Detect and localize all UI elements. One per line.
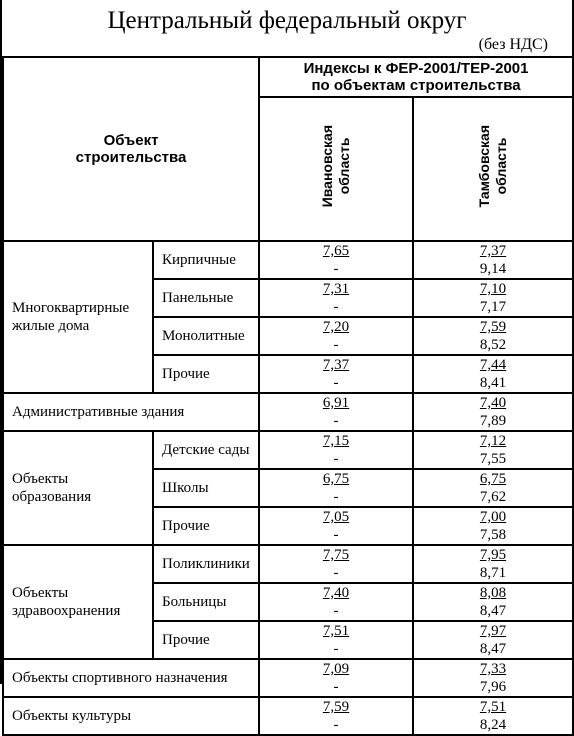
index-value: 6,91 xyxy=(322,395,350,411)
index-value: 7,95 xyxy=(479,547,507,563)
subcategory-label: Прочие xyxy=(153,355,259,393)
index-value-secondary: 8,41 xyxy=(479,375,507,391)
ivanovo-value-cell xyxy=(259,621,413,659)
index-value-secondary: - xyxy=(333,413,339,429)
table-row xyxy=(3,659,573,697)
subcategory-label: Больницы xyxy=(153,583,259,621)
index-value: 7,09 xyxy=(322,661,350,677)
table-row xyxy=(3,393,573,431)
header-indices-line-2: по объектам строительства xyxy=(311,77,521,94)
header-object-line-2: строительства xyxy=(75,149,187,166)
ivanovo-value-cell xyxy=(259,431,413,469)
index-value: 7,31 xyxy=(322,281,350,297)
group-label-line: Объекты xyxy=(12,471,69,487)
group-label-line: Многоквартирные xyxy=(12,300,130,316)
index-value-secondary: 8,47 xyxy=(479,641,507,657)
index-value: 7,20 xyxy=(322,319,350,335)
index-value-secondary: 7,96 xyxy=(479,679,507,695)
ivanovo-value-cell xyxy=(259,317,413,355)
subcategory-label: Школы xyxy=(153,469,259,507)
tambov-value-cell xyxy=(413,507,573,545)
group-label xyxy=(3,697,259,735)
index-value: 8,08 xyxy=(479,585,507,601)
subcategory-label: Кирпичные xyxy=(153,241,259,279)
index-value-secondary: - xyxy=(333,641,339,657)
tambov-value-cell xyxy=(413,355,573,393)
index-value-secondary: - xyxy=(333,489,339,505)
group-label xyxy=(3,393,259,431)
index-value: 6,75 xyxy=(322,471,350,487)
tambov-value-cell xyxy=(413,659,573,697)
group-label xyxy=(3,545,153,659)
index-value-secondary: 8,71 xyxy=(479,565,507,581)
index-value-secondary: 7,58 xyxy=(479,527,507,543)
index-value-secondary: 8,47 xyxy=(479,603,507,619)
subcategory-label: Панельные xyxy=(153,279,259,317)
header-indices-line-1: Индексы к ФЕР-2001/ТЕР-2001 xyxy=(303,60,529,77)
index-value-secondary: 8,52 xyxy=(479,337,507,353)
tambov-value-cell xyxy=(413,393,573,431)
index-value: 7,12 xyxy=(479,433,507,449)
index-value: 7,05 xyxy=(322,509,350,525)
tambov-value-cell xyxy=(413,621,573,659)
index-value-secondary: 9,14 xyxy=(479,261,507,277)
index-value: 7,59 xyxy=(479,319,507,335)
header-column-tambov: Тамбовская область xyxy=(413,97,573,241)
tambov-value-cell xyxy=(413,317,573,355)
index-value-secondary: - xyxy=(333,603,339,619)
tambov-value-cell xyxy=(413,241,573,279)
ivanovo-value-cell xyxy=(259,279,413,317)
subcategory-label: Детские сады xyxy=(153,431,259,469)
group-label-line: Объекты xyxy=(12,585,69,601)
index-value-secondary: - xyxy=(333,375,339,391)
ivanovo-value-cell xyxy=(259,507,413,545)
group-label xyxy=(3,241,153,393)
group-label xyxy=(3,659,259,697)
tambov-value-cell xyxy=(413,697,573,735)
ivanovo-value-cell xyxy=(259,469,413,507)
index-value-secondary: - xyxy=(333,261,339,277)
index-value-secondary: - xyxy=(333,337,339,353)
index-value: 7,51 xyxy=(322,623,350,639)
index-value: 7,59 xyxy=(322,699,350,715)
index-value: 7,40 xyxy=(479,395,507,411)
header-indices-cell xyxy=(259,57,573,97)
index-value: 7,37 xyxy=(479,243,507,259)
tambov-value-cell xyxy=(413,545,573,583)
group-label-line: Объекты культуры xyxy=(12,708,132,724)
table-row xyxy=(3,545,573,583)
index-value-secondary: - xyxy=(333,527,339,543)
subcategory-label: Монолитные xyxy=(153,317,259,355)
index-value: 7,44 xyxy=(479,357,507,373)
index-value: 7,00 xyxy=(479,509,507,525)
subcategory-label: Прочие xyxy=(153,507,259,545)
table-row xyxy=(3,241,573,279)
table-row xyxy=(3,431,573,469)
index-value-secondary: - xyxy=(333,299,339,315)
index-value: 7,75 xyxy=(322,547,350,563)
group-label-line: образования xyxy=(12,489,92,505)
ivanovo-value-cell xyxy=(259,241,413,279)
index-value-secondary: 7,17 xyxy=(479,299,507,315)
index-value-secondary: 7,62 xyxy=(479,489,507,505)
index-value-secondary: 7,55 xyxy=(479,451,507,467)
ivanovo-value-cell xyxy=(259,583,413,621)
ivanovo-value-cell xyxy=(259,393,413,431)
subcategory-label: Прочие xyxy=(153,621,259,659)
index-value-secondary: - xyxy=(333,451,339,467)
index-value-secondary: 7,89 xyxy=(479,413,507,429)
index-value: 7,37 xyxy=(322,357,350,373)
header-column-ivanovo: Ивановская область xyxy=(259,97,413,241)
group-label-line: жилые дома xyxy=(12,318,90,334)
group-label-line: Объекты спортивного назначения xyxy=(12,670,228,686)
ivanovo-value-cell xyxy=(259,545,413,583)
header-object-cell xyxy=(3,57,259,241)
group-label-line: здравоохранения xyxy=(12,603,121,619)
subcategory-label: Поликлиники xyxy=(153,545,259,583)
ivanovo-value-cell xyxy=(259,659,413,697)
group-label xyxy=(3,431,153,545)
ivanovo-value-cell xyxy=(259,355,413,393)
index-value-secondary: - xyxy=(333,679,339,695)
index-table xyxy=(2,56,574,736)
table-row xyxy=(3,697,573,735)
index-value: 7,15 xyxy=(322,433,350,449)
group-label-line: Административные здания xyxy=(12,404,185,420)
index-value: 7,10 xyxy=(479,281,507,297)
tambov-value-cell xyxy=(413,583,573,621)
tambov-value-cell xyxy=(413,431,573,469)
index-value: 6,75 xyxy=(479,471,507,487)
header-object-line-1: Объект xyxy=(103,132,159,149)
index-value-secondary: - xyxy=(333,565,339,581)
vat-note: (без НДС) xyxy=(478,36,548,53)
index-value: 7,65 xyxy=(322,243,350,259)
index-value: 7,33 xyxy=(479,661,507,677)
index-value: 7,40 xyxy=(322,585,350,601)
index-value: 7,97 xyxy=(479,623,507,639)
index-value-secondary: 8,24 xyxy=(479,717,507,733)
index-value-secondary: - xyxy=(333,717,339,733)
tambov-value-cell xyxy=(413,279,573,317)
page-title: Центральный федеральный округ xyxy=(107,7,467,34)
index-value: 7,51 xyxy=(479,699,507,715)
tambov-value-cell xyxy=(413,469,573,507)
ivanovo-value-cell xyxy=(259,697,413,735)
